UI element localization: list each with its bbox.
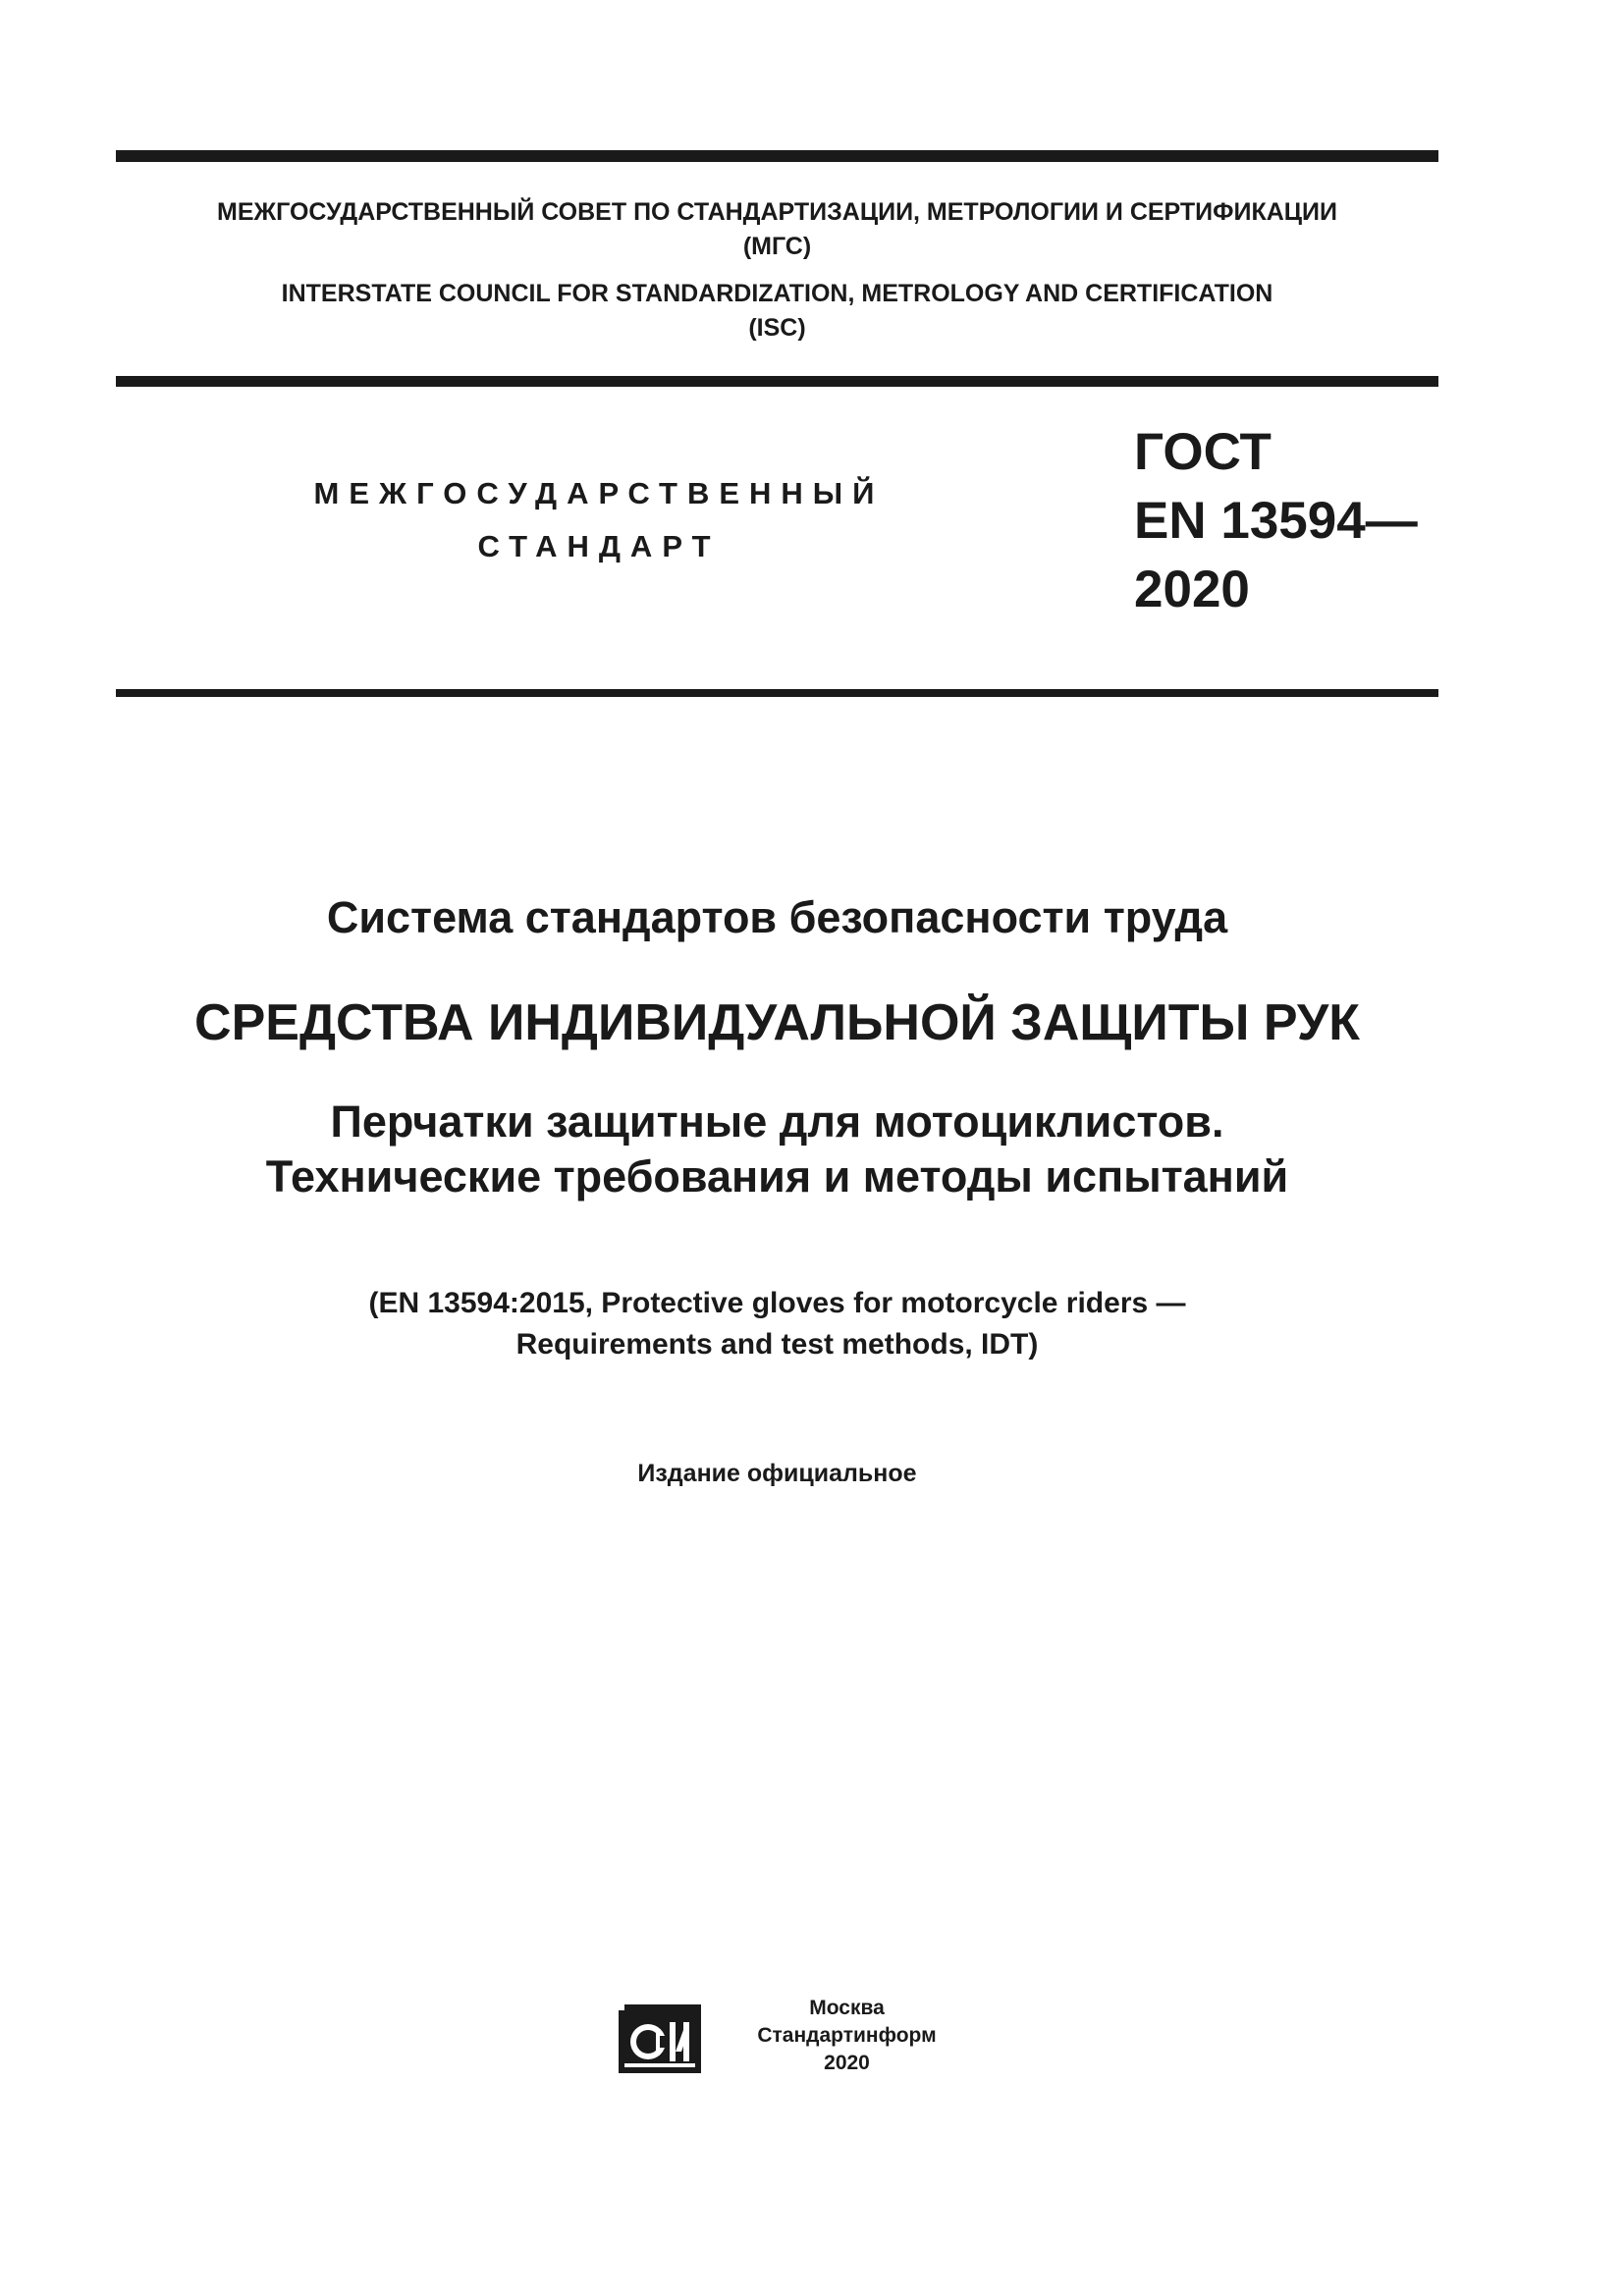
subtitle-line1: Перчатки защитные для мотоциклистов.: [330, 1096, 1224, 1147]
original-line1: (EN 13594:2015, Protective gloves for motorcycle riders —: [368, 1287, 1186, 1319]
standard-kind-line2: СТАНДАРТ: [477, 529, 721, 563]
standartinform-logo-icon: [615, 2001, 705, 2077]
designation-line1: ГОСТ: [1134, 423, 1272, 481]
designation-line3: 2020: [1134, 561, 1250, 618]
subtitle: [116, 1095, 1438, 1204]
standard-kind: [275, 467, 923, 573]
middle-divider: [116, 376, 1438, 387]
council-name-ru: МЕЖГОСУДАРСТВЕННЫЙ СОВЕТ ПО СТАНДАРТИЗАЦИИ, МЕТРОЛОГИИ И СЕРТИФИКАЦИИ: [217, 198, 1337, 226]
bottom-divider: [116, 689, 1438, 697]
standard-designation: [1134, 418, 1418, 624]
series-title: Система стандартов безопасности труда: [326, 892, 1228, 942]
edition-label: Издание официальное: [637, 1460, 917, 1487]
designation-line2: EN 13594—: [1134, 492, 1418, 550]
publisher-name: Стандартинформ: [757, 2024, 937, 2047]
subtitle-line2: Технические требования и методы испытаний: [265, 1151, 1289, 1201]
publisher-year: 2020: [824, 2052, 870, 2074]
council-abbr-en: (ISC): [748, 314, 806, 342]
original-line2: Requirements and test methods, IDT): [515, 1328, 1039, 1361]
standard-kind-line1: МЕЖГОСУДАРСТВЕННЫЙ: [313, 476, 885, 510]
publisher-info: [727, 1995, 967, 2077]
council-name-en: INTERSTATE COUNCIL FOR STANDARDIZATION, METROLOGY AND CERTIFICATION: [281, 280, 1273, 307]
top-divider: [116, 150, 1438, 162]
publisher-city: Москва: [809, 1997, 885, 2019]
main-title: СРЕДСТВА ИНДИВИДУАЛЬНОЙ ЗАЩИТЫ РУК: [194, 994, 1360, 1051]
original-standard-reference: [116, 1283, 1438, 1365]
council-abbr-ru: (МГС): [742, 233, 812, 260]
